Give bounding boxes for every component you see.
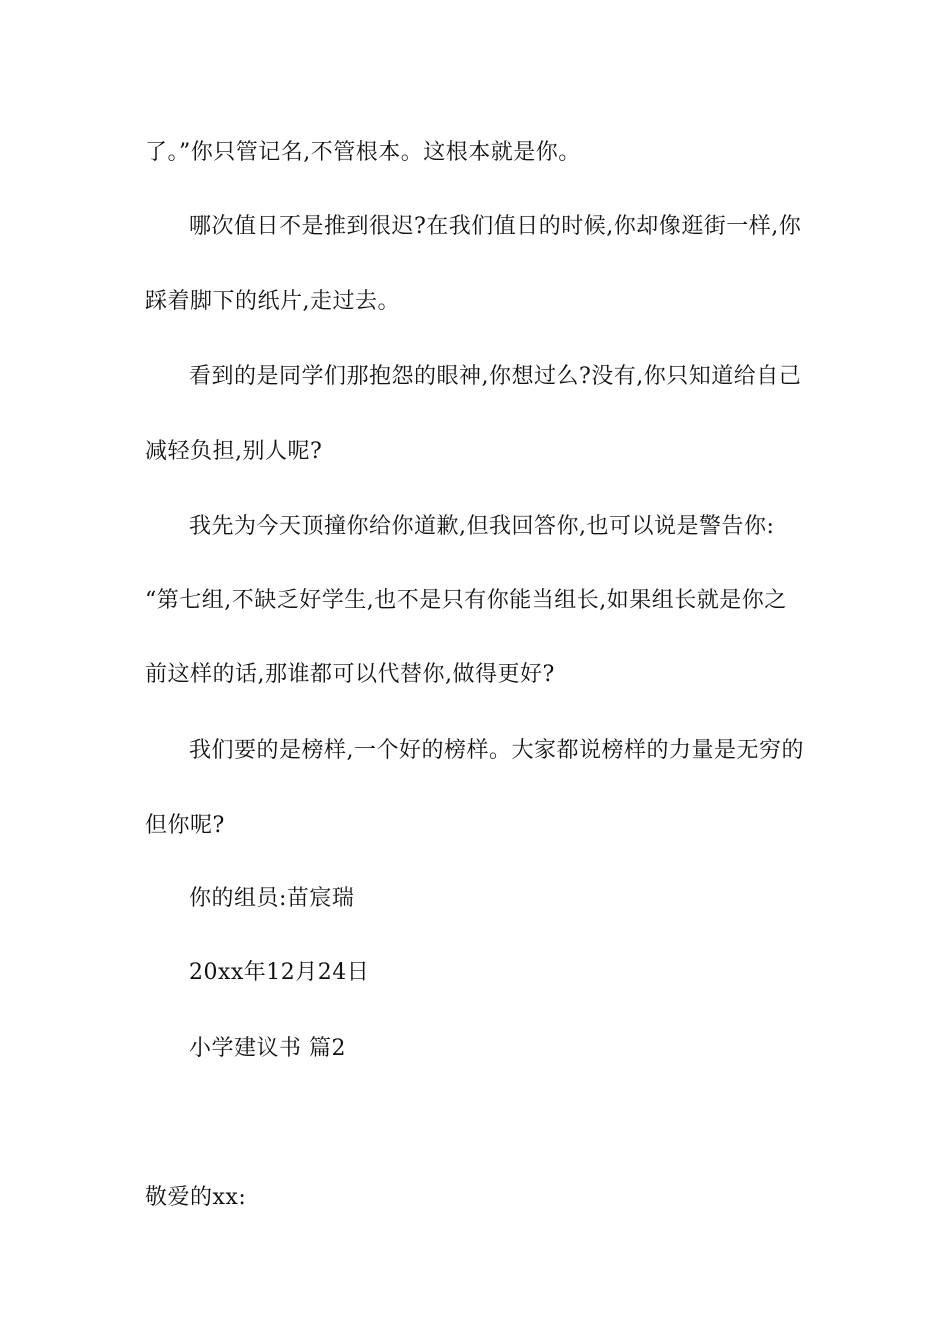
section-heading: 小学建议书 篇2 (189, 1036, 346, 1061)
paragraph-line: 踩着脚下的纸片,走过去。 (145, 289, 400, 314)
paragraph-line: 我们要的是榜样,一个好的榜样。大家都说榜样的力量是无穷的 (189, 738, 804, 763)
date-line: 20xx年12月24日 (189, 960, 370, 985)
paragraph-line: 了。”你只管记名,不管根本。这根本就是你。 (145, 140, 581, 165)
paragraph-line: 但你呢? (145, 813, 225, 838)
signature-line: 你的组员:苗宸瑞 (189, 886, 355, 911)
paragraph-line: 哪次值日不是推到很迟?在我们值日的时候,你却像逛街一样,你 (189, 214, 802, 239)
paragraph-line: 减轻负担,别人呢? (145, 439, 323, 464)
paragraph-line: 我先为今天顶撞你给你道歉,但我回答你,也可以说是警告你: (189, 514, 775, 539)
salutation-line: 敬爱的xx: (145, 1185, 247, 1210)
paragraph-line: 前这样的话,那谁都可以代替你,做得更好? (145, 662, 555, 687)
paragraph-line: “第七组,不缺乏好学生,也不是只有你能当组长,如果组长就是你之 (145, 588, 787, 613)
paragraph-line: 看到的是同学们那抱怨的眼神,你想过么?没有,你只知道给自己 (189, 364, 802, 389)
